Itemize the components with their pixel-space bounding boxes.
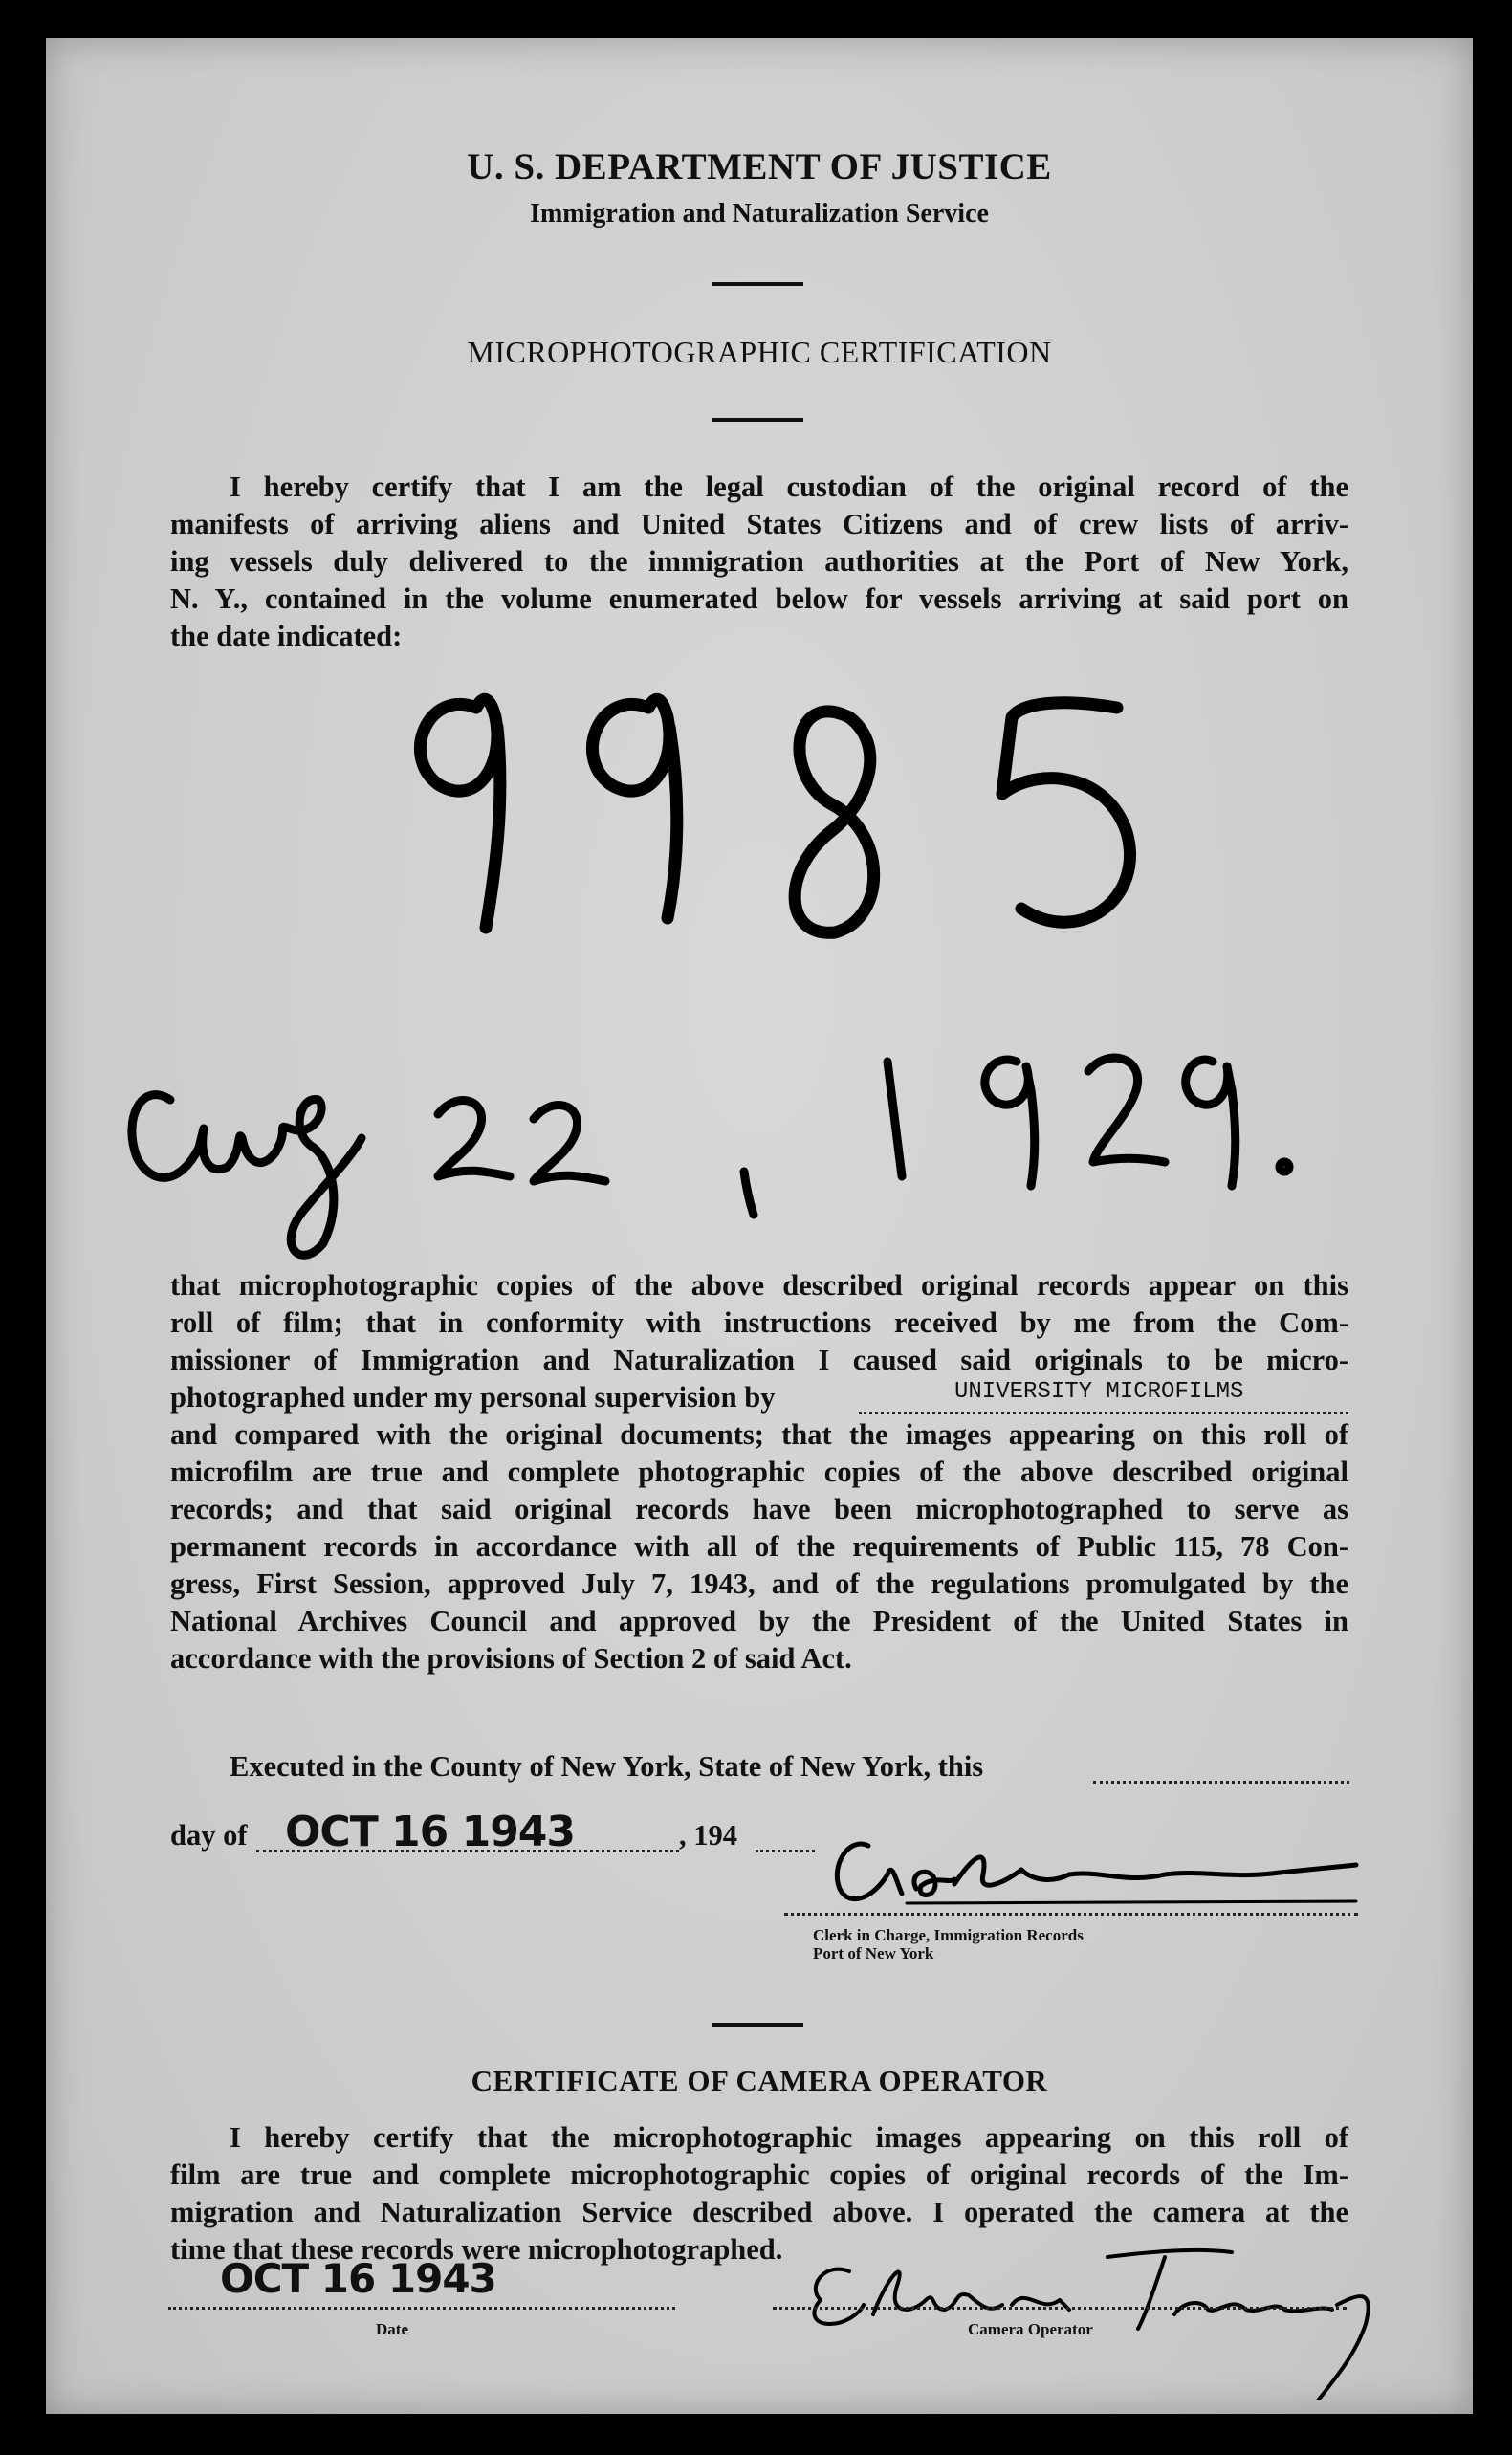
camera-line: time that these records were microphotographed. xyxy=(170,2233,783,2266)
body-line: gress, First Session, approved July 7, 1943, and of the regulations promulgated by the xyxy=(170,1567,1348,1600)
body-line: accordance with the provisions of Section 2 of said Act. xyxy=(170,1642,852,1675)
camera-operator-label: Camera Operator xyxy=(968,2320,1093,2338)
body-line-with-blank xyxy=(170,1379,1348,1416)
handwritten-aug-22-1929-drawing xyxy=(84,995,1327,1272)
handwritten-date xyxy=(84,995,1327,1272)
body-line: roll of film; that in conformity with instructions received by me from the Com- xyxy=(170,1306,1348,1339)
camera-line: migration and Naturalization Service described above. I operated the camera at the xyxy=(170,2196,1348,2228)
body-line: that microphotographic copies of the above described original records appear on this xyxy=(170,1269,1348,1302)
divider xyxy=(712,282,803,286)
executed-day-blank xyxy=(1093,1781,1349,1784)
year-prefix: , 194 xyxy=(679,1819,737,1852)
camera-operator-signature xyxy=(782,2219,1394,2400)
camera-certificate-title: CERTIFICATE OF CAMERA OPERATOR xyxy=(471,2064,1048,2097)
intro-line: manifests of arriving aliens and United States Citizens and of crew lists of arriv- xyxy=(170,508,1348,540)
camera-date-line xyxy=(168,2307,675,2310)
divider xyxy=(712,418,803,422)
body-line: and compared with the original documents; that the images appearing on this roll of xyxy=(170,1418,1348,1451)
clerk-location: Port of New York xyxy=(813,1944,934,1962)
camera-date-stamp: OCT 16 1943 xyxy=(220,2255,496,2302)
body-paragraph xyxy=(170,1267,1348,1677)
certification-title: MICROPHOTOGRAPHIC CERTIFICATION xyxy=(467,335,1052,369)
executed-statement: Executed in the County of New York, State of New York, this xyxy=(230,1750,984,1783)
body-line: missioner of Immigration and Naturalization I caused said originals to be micro- xyxy=(170,1344,1348,1376)
typed-company-name: UNIVERSITY MICROFILMS xyxy=(954,1379,1244,1405)
clerk-signature-drawing xyxy=(782,1817,1375,1922)
body-line: microfilm are true and complete photographic copies of the above described original xyxy=(170,1456,1348,1488)
handwritten-9985-drawing xyxy=(371,650,1232,956)
body-line: National Archives Council and approved by the President of the United States in xyxy=(170,1605,1348,1637)
intro-line: I hereby certify that I am the legal custodian of the original record of the xyxy=(230,471,1348,503)
body-line: permanent records in accordance with all of the requirements of Public 115, 78 Con- xyxy=(170,1530,1348,1563)
handwritten-volume-number xyxy=(371,650,1232,956)
clerk-signature-line xyxy=(784,1913,1358,1916)
body-line: records; and that said original records have been microphotographed to serve as xyxy=(170,1493,1348,1525)
body-line-text: photographed under my personal supervision by xyxy=(170,1381,776,1414)
divider xyxy=(712,2023,803,2027)
intro-paragraph xyxy=(170,469,1348,655)
camera-line: I hereby certify that the microphotographic images appearing on this roll of xyxy=(230,2121,1348,2154)
camera-line: film are true and complete microphotographic copies of original records of the Im- xyxy=(170,2159,1348,2191)
clerk-title: Clerk in Charge, Immigration Records xyxy=(813,1926,1084,1944)
day-of-label: day of xyxy=(170,1819,248,1852)
clerk-signature xyxy=(782,1817,1375,1922)
certificate-page xyxy=(46,38,1473,2414)
camera-operator-signature-drawing xyxy=(782,2219,1394,2400)
service-subheading: Immigration and Naturalization Service xyxy=(530,199,989,229)
date-stamp: OCT 16 1943 xyxy=(285,1808,576,1856)
company-blank-line xyxy=(859,1412,1348,1414)
intro-line: ing vessels duly delivered to the immigration authorities at the Port of New York, xyxy=(170,545,1348,578)
camera-operator-line xyxy=(773,2307,1347,2310)
camera-date-label: Date xyxy=(376,2320,408,2338)
intro-line: N. Y., contained in the volume enumerated below for vessels arriving at said port on xyxy=(170,582,1348,615)
intro-line: the date indicated: xyxy=(170,620,403,652)
department-heading: U. S. DEPARTMENT OF JUSTICE xyxy=(467,146,1052,187)
